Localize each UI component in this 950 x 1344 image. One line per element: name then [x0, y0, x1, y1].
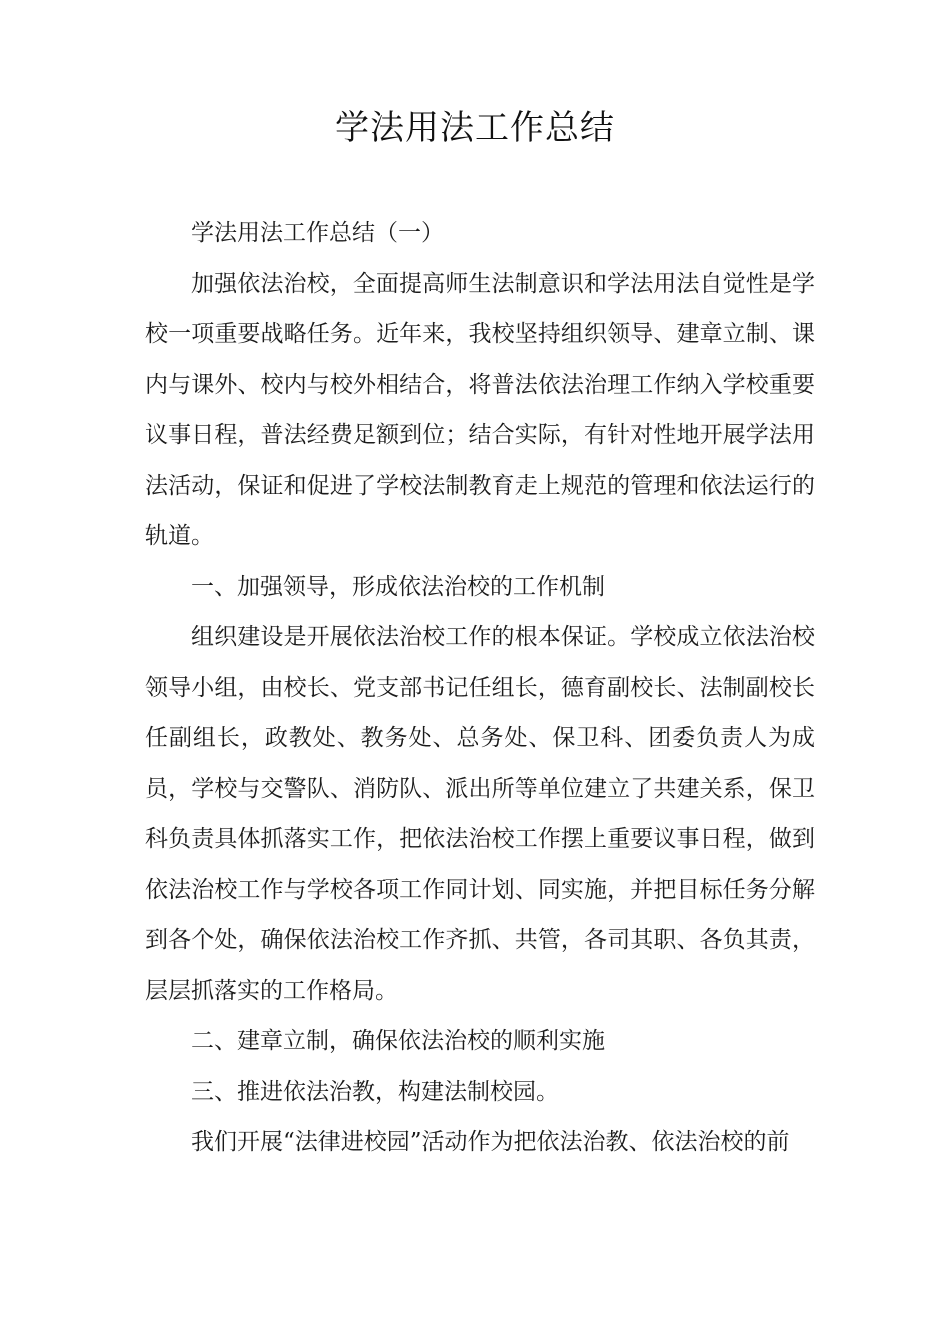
section-heading-2: 二、建章立制，确保依法治校的顺利实施 [191, 1028, 605, 1054]
paragraph-intro: 加强依法治校，全面提高师生法制意识和学法用法自觉性是学校一项重要战略任务。近年来，我校坚持组织领导、建章立制、课内与课外、校内与校外相结合，将普法依法治理工作纳入学校重要议事日程，普法经费足额到位；结合实际，有针对性地开展学法用法活动，保证和促进了学校法制教育走上规范的管理和依法运行的轨道。 [145, 270, 815, 549]
paragraph-section-3: 我们开展“法律进校园”活动作为把依法治教、依法治校的前 [191, 1129, 790, 1155]
document-title: 学法用法工作总结 [335, 108, 615, 148]
paragraph-section-1: 组织建设是开展依法治校工作的根本保证。学校成立依法治校领导小组，由校长、党支部书记任组长，德育副校长、法制副校长任副组长，政教处、教务处、总务处、保卫科、团委负责人为成员，学校与交警队、消防队、派出所等单位建立了共建关系，保卫科负责具体抓落实工作，把依法治校工作摆上重要议事日程，做到依法治校工作与学校各项工作同计划、同实施，并把目标任务分解到各个处，确保依法治校工作齐抓、共管，各司其职、各负其责，层层抓落实的工作格局。 [145, 624, 815, 1004]
section-heading-1: 一、加强领导，形成依法治校的工作机制 [191, 573, 605, 600]
section-heading-3: 三、推进依法治教，构建法制校园。 [191, 1078, 559, 1105]
document-body [145, 208, 815, 1168]
paragraph-subtitle: 学法用法工作总结（一） [191, 220, 444, 246]
